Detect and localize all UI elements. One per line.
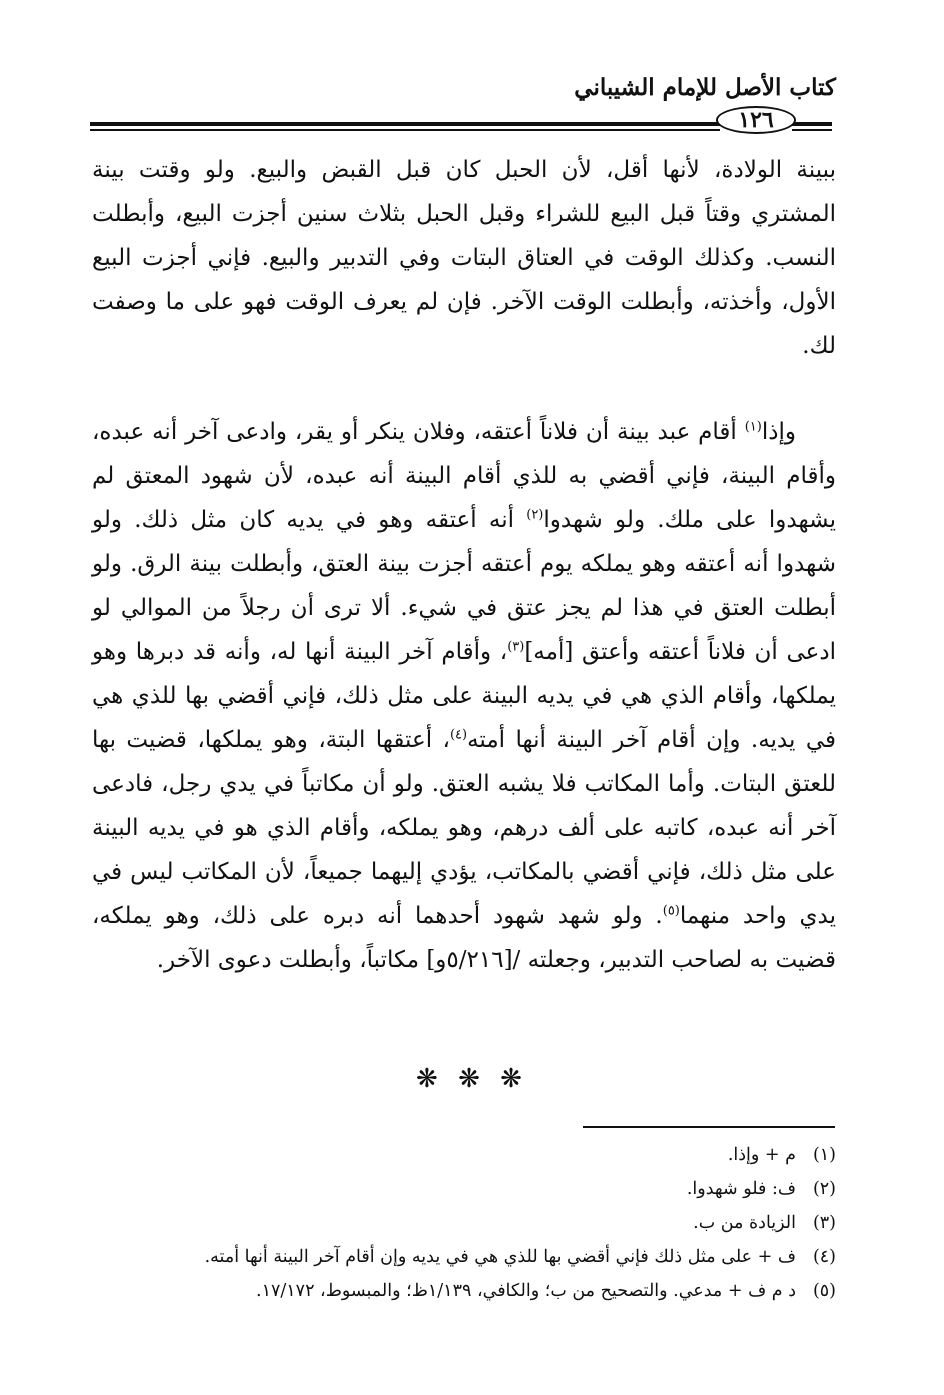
- footnote-ref-3[interactable]: (٣): [507, 639, 525, 655]
- header-rule: [90, 122, 720, 126]
- footnote-number: (٥): [812, 1281, 836, 1301]
- footnote-ref-1[interactable]: (١): [744, 419, 762, 435]
- footnote-text: د م ف + مدعي. والتصحيح من ب؛ والكافي، ١/١٣٩ظ؛ والمبسوط، ١٧/١٧٢.: [256, 1281, 796, 1301]
- body-text: [92, 148, 836, 982]
- paragraph-2-text: أنه أعتقه وهو في يديه كان مثل ذلك. ولو شهدوا أنه أعتقه وهو يملكه يوم أعتقه أجزت بينة العتق، وأبطلت بينة الرق. ولو أبطلت العتق في هذا لم يجز عتق في شيء. ألا ترى أن رجلاً من الموالي لو ادعى أن فلاناً أعتقه وأعتق [أمه]: [92, 507, 837, 665]
- footnote-item: [106, 1274, 836, 1308]
- paragraph-1: ببينة الولادة، لأنها أقل، لأن الحبل كان قبل القبض والبيع. ولو وقتت بينة المشتري وقتاً قبل البيع للشراء وقبل الحبل بثلاث سنين أجزت البيع، وأبطلت النسب. وكذلك الوقت في العتاق البتات وفي التدبير والبيع. فإني أجزت البيع الأول، وأخذته، وأبطلت الوقت الآخر. فإن لم يعرف الوقت فهو على ما وصفت لك.: [92, 157, 836, 359]
- footnote-number: (٢): [812, 1179, 836, 1199]
- footnote-item: [106, 1172, 836, 1206]
- footnote-item: [106, 1206, 836, 1240]
- paragraph-2: [92, 410, 836, 982]
- footnote-text: الزيادة من ب.: [693, 1213, 796, 1233]
- header-rule-right-thin: [792, 129, 832, 131]
- page-number: ١٢٦: [716, 106, 796, 134]
- footnote-number: (٣): [812, 1213, 836, 1233]
- footnote-number: (٤): [812, 1247, 836, 1267]
- footnote-number: (١): [812, 1145, 836, 1165]
- footnote-text: ف + على مثل ذلك فإني أقضي بها للذي هي في يديه وإن أقام آخر البينة أنها أمته.: [204, 1247, 796, 1267]
- footnote-ref-2[interactable]: (٢): [526, 507, 544, 523]
- footnote-ref-5[interactable]: (٥): [662, 903, 680, 919]
- header-rule-thin: [90, 129, 720, 131]
- footnote-rule: [583, 1126, 835, 1128]
- paragraph-2-text: ، أعتقها البتة، وهو يملكها، قضيت بها للعتق البتات. وأما المكاتب فلا يشبه العتق. ولو أن مكاتباً في يدي رجل، فادعى آخر أنه عبده، كاتبه على ألف درهم، وهو يملكه، وأقام الذي هو في يديه البينة على مثل ذلك، فإني أقضي بالمكاتب، يؤدي إليهما جميعاً، لأن المكاتب ليس في يدي واحد منهما: [92, 727, 836, 929]
- paragraph-2-text: أقام عبد بينة أن فلاناً أعتقه، وفلان ينكر أو يقر، وادعى آخر أنه عبده، وأقام البينة، فإني أقضي به للذي أقام البينة أنه عبده، لأن شهود المعتق لم يشهدوا على ملك. ولو شهدوا: [92, 419, 836, 533]
- paragraph-2-text: . ولو شهد شهود أحدهما أنه دبره على ذلك، وهو يملكه، قضيت به لصاحب التدبير، وجعلته /[٥/٢١٦و] مكاتباً، وأبطلت دعوى الآخر.: [92, 903, 836, 973]
- paragraph-2-text: ، وأقام آخر البينة أنها له، وأنه قد دبرها وهو يملكها، وأقام الذي هي في يديه البينة على مثل ذلك، فإني أقضي بها للذي هي في يديه. وإن أقام آخر البينة أنها أمته: [92, 639, 836, 753]
- section-separator: ❋ ❋ ❋: [416, 1064, 528, 1094]
- footnote-text: م + وإذا.: [727, 1145, 796, 1165]
- footnote-ref-4[interactable]: (٤): [449, 727, 468, 743]
- header-rule-right: [792, 122, 832, 126]
- footnote-text: ف: فلو شهدوا.: [686, 1179, 796, 1199]
- footnote-item: [106, 1240, 836, 1274]
- footnotes: [106, 1138, 836, 1308]
- paragraph-2-text: وإذا: [761, 419, 796, 445]
- book-title: كتاب الأصل للإمام الشيباني: [574, 74, 836, 101]
- footnote-item: [106, 1138, 836, 1172]
